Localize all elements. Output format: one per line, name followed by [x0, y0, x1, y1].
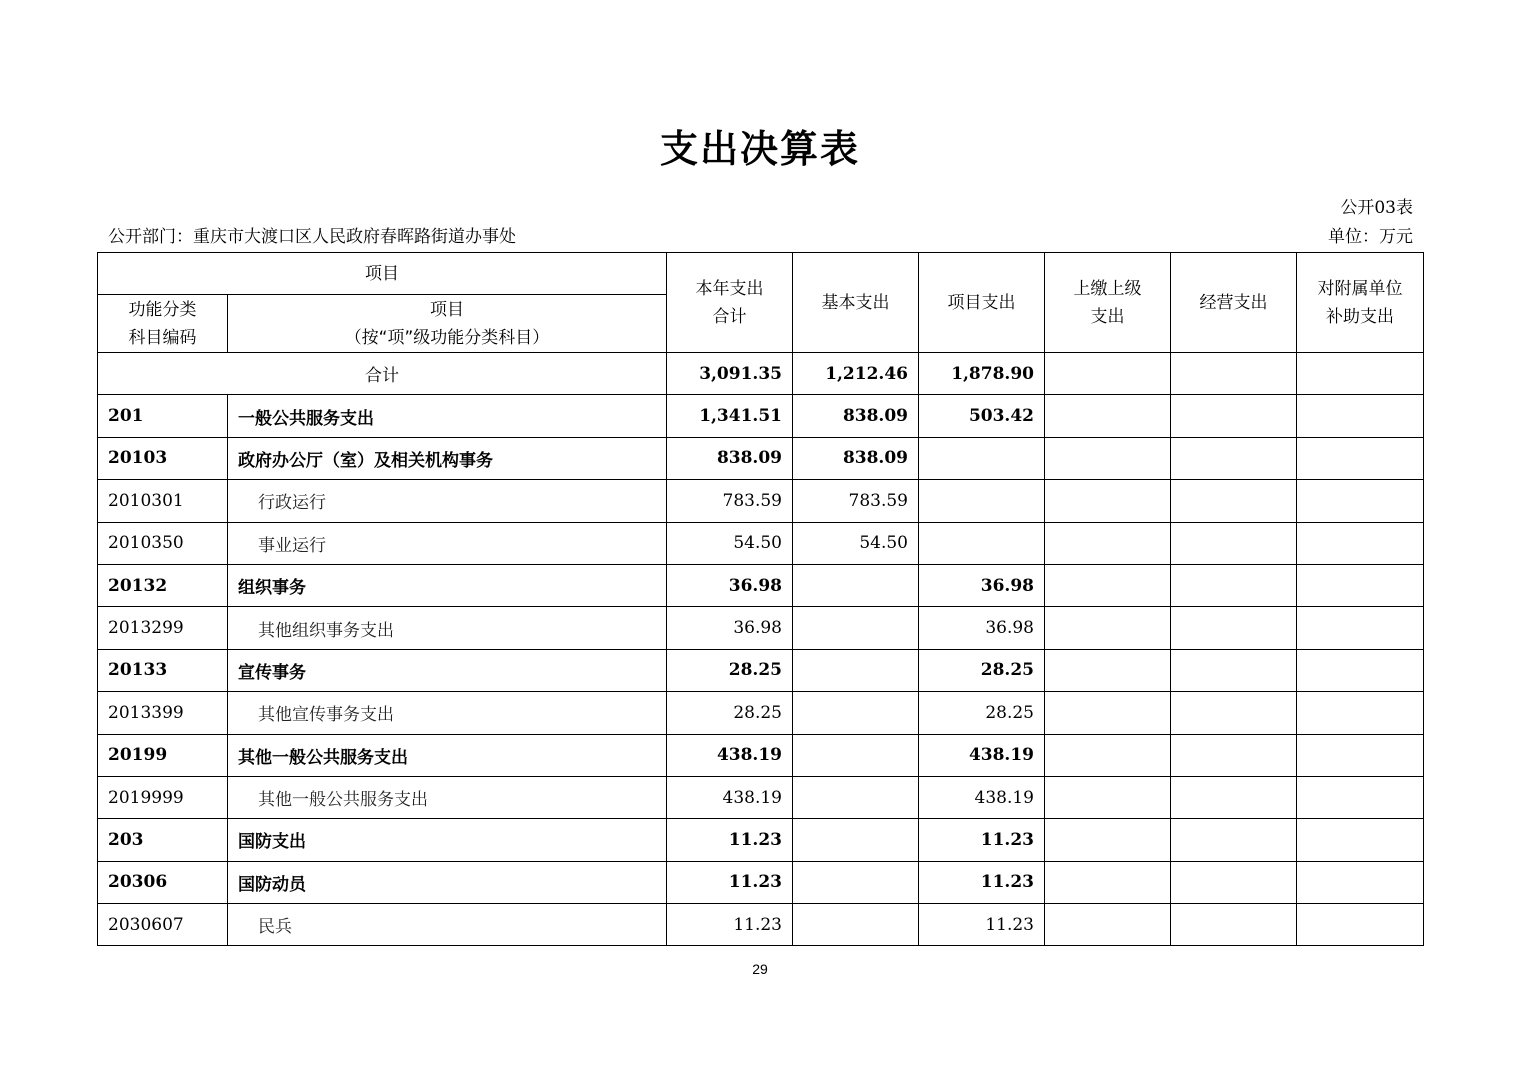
row-code: 2010350 — [98, 522, 228, 564]
row-business — [1171, 861, 1297, 903]
header-superior: 上缴上级 支出 — [1045, 253, 1171, 353]
row-business — [1171, 819, 1297, 861]
row-code: 20199 — [98, 734, 228, 776]
total-cell-superior — [1045, 353, 1171, 395]
row-project: 438.19 — [919, 776, 1045, 818]
row-name: 其他宣传事务支出 — [228, 692, 667, 734]
row-subsidy — [1297, 564, 1424, 606]
row-total: 438.19 — [667, 776, 793, 818]
row-name: 其他组织事务支出 — [228, 607, 667, 649]
row-superior — [1045, 819, 1171, 861]
row-business — [1171, 522, 1297, 564]
row-subsidy — [1297, 437, 1424, 479]
row-name: 宣传事务 — [228, 649, 667, 691]
header-business: 经营支出 — [1171, 253, 1297, 353]
row-name: 行政运行 — [228, 480, 667, 522]
row-name: 政府办公厅（室）及相关机构事务 — [228, 437, 667, 479]
row-superior — [1045, 649, 1171, 691]
header-item-group: 项目 — [98, 253, 667, 295]
row-superior — [1045, 607, 1171, 649]
row-subsidy — [1297, 904, 1424, 946]
row-business — [1171, 564, 1297, 606]
row-total: 36.98 — [667, 564, 793, 606]
table-row — [98, 734, 1424, 776]
row-business — [1171, 734, 1297, 776]
table-row — [98, 607, 1424, 649]
row-name: 民兵 — [228, 904, 667, 946]
row-name: 事业运行 — [228, 522, 667, 564]
row-name: 国防支出 — [228, 819, 667, 861]
row-superior — [1045, 904, 1171, 946]
table-number: 公开03表 — [1340, 198, 1413, 218]
row-superior — [1045, 692, 1171, 734]
row-project — [919, 437, 1045, 479]
row-basic — [793, 734, 919, 776]
row-superior — [1045, 734, 1171, 776]
row-total: 54.50 — [667, 522, 793, 564]
row-basic — [793, 904, 919, 946]
table-row — [98, 861, 1424, 903]
row-code: 20132 — [98, 564, 228, 606]
row-business — [1171, 776, 1297, 818]
total-cell-total: 3,091.35 — [667, 353, 793, 395]
row-business — [1171, 437, 1297, 479]
header-project: 项目支出 — [919, 253, 1045, 353]
page-title: 支出决算表 — [659, 127, 860, 171]
table-row — [98, 904, 1424, 946]
row-name: 其他一般公共服务支出 — [228, 776, 667, 818]
row-project: 11.23 — [919, 904, 1045, 946]
row-name: 国防动员 — [228, 861, 667, 903]
row-code: 2019999 — [98, 776, 228, 818]
row-basic: 783.59 — [793, 480, 919, 522]
row-basic — [793, 607, 919, 649]
row-code: 203 — [98, 819, 228, 861]
row-project: 503.42 — [919, 395, 1045, 437]
row-subsidy — [1297, 607, 1424, 649]
total-cell-subsidy — [1297, 353, 1424, 395]
table-row — [98, 395, 1424, 437]
row-code: 2010301 — [98, 480, 228, 522]
row-superior — [1045, 564, 1171, 606]
row-name: 其他一般公共服务支出 — [228, 734, 667, 776]
row-code: 2013399 — [98, 692, 228, 734]
row-code: 201 — [98, 395, 228, 437]
table-row — [98, 437, 1424, 479]
row-total: 11.23 — [667, 819, 793, 861]
header-subsidy: 对附属单位 补助支出 — [1297, 253, 1424, 353]
row-code: 2013299 — [98, 607, 228, 649]
row-subsidy — [1297, 819, 1424, 861]
row-superior — [1045, 395, 1171, 437]
row-code: 20103 — [98, 437, 228, 479]
row-basic — [793, 649, 919, 691]
expenditure-table — [97, 252, 1424, 946]
row-name: 组织事务 — [228, 564, 667, 606]
row-business — [1171, 692, 1297, 734]
table-row — [98, 776, 1424, 818]
row-project — [919, 480, 1045, 522]
header-total: 本年支出 合计 — [667, 253, 793, 353]
table-row — [98, 522, 1424, 564]
table-row — [98, 692, 1424, 734]
row-subsidy — [1297, 522, 1424, 564]
row-project: 438.19 — [919, 734, 1045, 776]
unit-label: 单位：万元 — [1328, 227, 1413, 247]
row-basic: 838.09 — [793, 437, 919, 479]
row-project: 11.23 — [919, 861, 1045, 903]
row-subsidy — [1297, 861, 1424, 903]
row-basic — [793, 819, 919, 861]
row-subsidy — [1297, 395, 1424, 437]
row-total: 36.98 — [667, 607, 793, 649]
total-row — [98, 353, 1424, 395]
row-project: 36.98 — [919, 564, 1045, 606]
row-project: 28.25 — [919, 692, 1045, 734]
row-total: 11.23 — [667, 904, 793, 946]
row-total: 1,341.51 — [667, 395, 793, 437]
row-basic — [793, 692, 919, 734]
row-total: 783.59 — [667, 480, 793, 522]
row-subsidy — [1297, 480, 1424, 522]
row-code: 20133 — [98, 649, 228, 691]
row-code: 2030607 — [98, 904, 228, 946]
row-name: 一般公共服务支出 — [228, 395, 667, 437]
row-superior — [1045, 480, 1171, 522]
header-name: 项目 （按“项”级功能分类科目） — [228, 295, 667, 353]
row-superior — [1045, 861, 1171, 903]
row-business — [1171, 649, 1297, 691]
row-total: 11.23 — [667, 861, 793, 903]
table-row — [98, 480, 1424, 522]
row-code: 20306 — [98, 861, 228, 903]
table-row — [98, 649, 1424, 691]
row-basic — [793, 776, 919, 818]
row-total: 438.19 — [667, 734, 793, 776]
row-subsidy — [1297, 776, 1424, 818]
department-label: 公开部门：重庆市大渡口区人民政府春晖路街道办事处 — [108, 227, 516, 247]
row-business — [1171, 607, 1297, 649]
row-subsidy — [1297, 649, 1424, 691]
header-basic: 基本支出 — [793, 253, 919, 353]
row-basic — [793, 564, 919, 606]
total-label: 合计 — [98, 353, 667, 395]
row-superior — [1045, 776, 1171, 818]
row-business — [1171, 395, 1297, 437]
table-row — [98, 564, 1424, 606]
row-business — [1171, 480, 1297, 522]
row-project — [919, 522, 1045, 564]
header-code: 功能分类 科目编码 — [98, 295, 228, 353]
page-number: 29 — [752, 961, 768, 977]
row-total: 28.25 — [667, 649, 793, 691]
row-basic: 838.09 — [793, 395, 919, 437]
row-superior — [1045, 437, 1171, 479]
row-superior — [1045, 522, 1171, 564]
total-cell-business — [1171, 353, 1297, 395]
row-total: 838.09 — [667, 437, 793, 479]
row-project: 11.23 — [919, 819, 1045, 861]
total-cell-basic: 1,212.46 — [793, 353, 919, 395]
total-cell-project: 1,878.90 — [919, 353, 1045, 395]
row-basic — [793, 861, 919, 903]
row-basic: 54.50 — [793, 522, 919, 564]
row-project: 28.25 — [919, 649, 1045, 691]
row-project: 36.98 — [919, 607, 1045, 649]
table-row — [98, 819, 1424, 861]
row-subsidy — [1297, 692, 1424, 734]
row-total: 28.25 — [667, 692, 793, 734]
row-subsidy — [1297, 734, 1424, 776]
row-business — [1171, 904, 1297, 946]
